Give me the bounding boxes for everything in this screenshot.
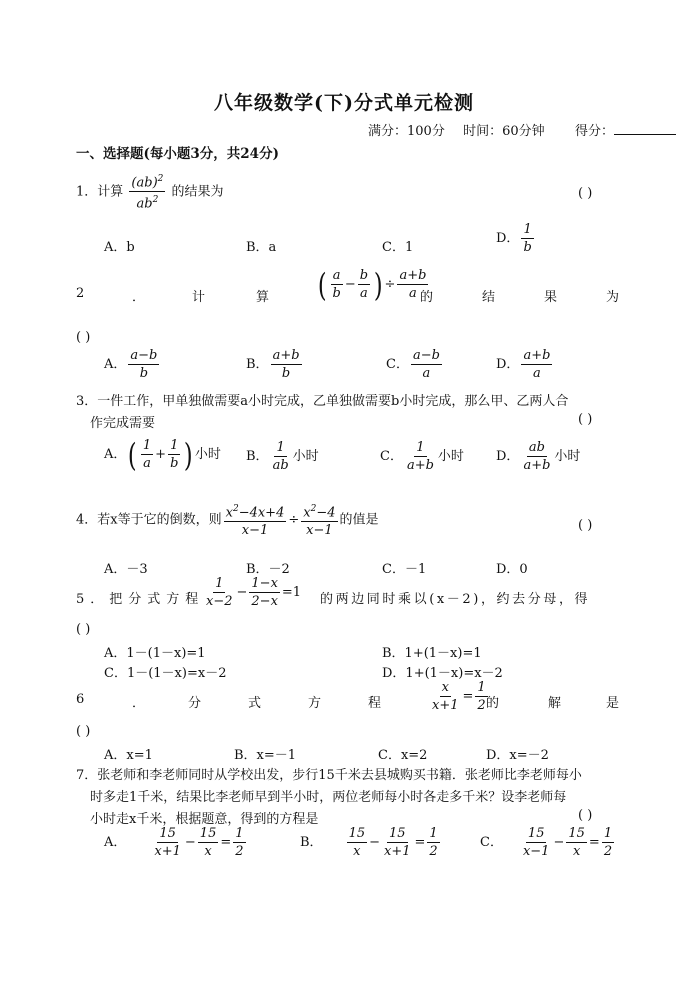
answer-paren[interactable]: ( ): [76, 622, 91, 637]
q7-option-c[interactable]: C． $\frac{15}{x-1}$ − $\frac{15}{x}$ = $\frac{1}{2}$: [480, 826, 613, 859]
q2-word: ．: [132, 290, 146, 305]
q4-option-b[interactable]: B．－2: [246, 562, 290, 577]
q5-text-b: 的两边同时乘以(x－2)，约去分母，得: [320, 592, 591, 607]
q6-word: 方: [308, 696, 322, 711]
q1-option-b[interactable]: B．a: [246, 240, 277, 255]
answer-paren[interactable]: ( ): [578, 518, 593, 533]
answer-paren[interactable]: ( ): [578, 808, 593, 823]
q5-option-d[interactable]: D．1+(1－x)=x－2: [382, 666, 503, 681]
q5-option-c[interactable]: C．1－(1－x)=x－2: [104, 666, 227, 681]
q7-line2: 时多走1千米，结果比李老师早到半小时，两位老师每小时各走多千米？设李老师每: [90, 790, 567, 805]
q3-option-d[interactable]: D． $\frac{ab}{a+b}$ 小时: [496, 440, 581, 473]
answer-paren[interactable]: ( ): [578, 412, 593, 427]
q2-option-a[interactable]: A． $\frac{a-b}{b}$: [104, 348, 158, 381]
q3-option-c[interactable]: C． $\frac{1}{a+b}$ 小时: [380, 440, 464, 473]
q6-option-d[interactable]: D．x=－2: [486, 748, 549, 763]
q2-word: 算: [256, 290, 270, 305]
q2-option-c[interactable]: C． $\frac{a-b}{a}$: [386, 348, 440, 381]
q2-word: 果: [544, 290, 558, 305]
q6-option-a[interactable]: A．x=1: [104, 748, 153, 763]
q4-option-a[interactable]: A．－3: [104, 562, 148, 577]
question-4: 4．若x等于它的倒数，则 $\frac{x^2-4x+4}{x-1}$ ÷ $\frac{x^2-4}{x-1}$ 的值是: [76, 504, 379, 539]
q2-expression: ( $\frac{a}{b}$ − $\frac{b}{a}$ ) ÷ $\frac{a+b}{a}$: [317, 265, 427, 304]
score-label: 得分：: [574, 124, 614, 139]
q6-word: 解: [548, 696, 562, 711]
q1-option-d[interactable]: D． $\frac{1}{b}$: [496, 222, 532, 255]
q1-option-c[interactable]: C．1: [382, 240, 414, 255]
q7-option-a[interactable]: A． $\frac{15}{x+1}$ − $\frac{15}{x}$ = $\frac{1}{2}$: [104, 826, 244, 859]
q2-word: 为: [606, 290, 620, 305]
q4-option-d[interactable]: D．0: [496, 562, 528, 577]
q1-expression: $\frac{(ab)^2}{ab^2}$: [131, 174, 164, 212]
q2-word: 计: [192, 290, 206, 305]
q4-option-c[interactable]: C．－1: [382, 562, 427, 577]
q6-word: ．: [132, 696, 146, 711]
q3-option-b[interactable]: B． $\frac{1}{ab}$ 小时: [246, 440, 319, 473]
q5-option-a[interactable]: A．1－(1－x)=1: [104, 646, 206, 661]
q5-equation: $\frac{1}{x-2}$ − $\frac{1-x}{2-x}$ =1: [206, 576, 302, 609]
q6-word: 的: [486, 696, 500, 711]
q6-word: 程: [368, 696, 382, 711]
q6-option-b[interactable]: B．x=－1: [234, 748, 297, 763]
q6-option-c[interactable]: C．x=2: [378, 748, 428, 763]
q6-word: 6: [76, 692, 85, 707]
q6-word: 是: [606, 696, 620, 711]
q6-word: 式: [248, 696, 262, 711]
q3-option-a[interactable]: A． ( $\frac{1}{a}$ + $\frac{1}{b}$ ) 小时: [104, 435, 221, 474]
q1-option-a[interactable]: A．b: [104, 240, 135, 255]
question-1: 1．计算 $\frac{(ab)^2}{ab^2}$ 的结果为: [76, 174, 224, 212]
page-title: 八年级数学(下)分式单元检测: [214, 92, 474, 114]
q6-equation: $\frac{x}{x+1}$ = $\frac{1}{2}$: [432, 680, 486, 713]
answer-paren[interactable]: ( ): [76, 724, 91, 739]
time-limit: 时间：60分钟: [463, 124, 545, 139]
q5-text-a: 5．把分式方程: [76, 592, 205, 607]
q2-word: 结: [482, 290, 496, 305]
q2-option-b[interactable]: B． $\frac{a+b}{b}$: [246, 348, 300, 381]
q3-line1: 3．一件工作，甲单独做需要a小时完成，乙单独做需要b小时完成，那么甲、乙两人合: [76, 394, 569, 409]
q2-option-d[interactable]: D． $\frac{a+b}{a}$: [496, 348, 551, 381]
score-blank[interactable]: [614, 122, 676, 135]
q3-line2: 作完成需要: [90, 416, 156, 431]
answer-paren[interactable]: ( ): [578, 186, 593, 201]
full-score: 满分：100分: [368, 124, 445, 139]
q5-option-b[interactable]: B．1+(1－x)=1: [382, 646, 482, 661]
section-heading: 一、选择题(每小题3分，共24分): [76, 146, 279, 162]
q2-word: 的: [420, 290, 434, 305]
q2-word: 2: [76, 286, 85, 301]
q7-option-b[interactable]: B． $\frac{15}{x}$ − $\frac{15}{x+1}$ = $\frac{1}{2}$: [300, 826, 438, 859]
q6-word: 分: [188, 696, 202, 711]
exam-info: [368, 120, 676, 139]
answer-paren[interactable]: ( ): [76, 330, 91, 345]
q7-line3: 小时走x千米，根据题意，得到的方程是: [90, 812, 319, 827]
q7-line1: 7．张老师和李老师同时从学校出发，步行15千米去县城购买书籍．张老师比李老师每小: [76, 768, 582, 783]
